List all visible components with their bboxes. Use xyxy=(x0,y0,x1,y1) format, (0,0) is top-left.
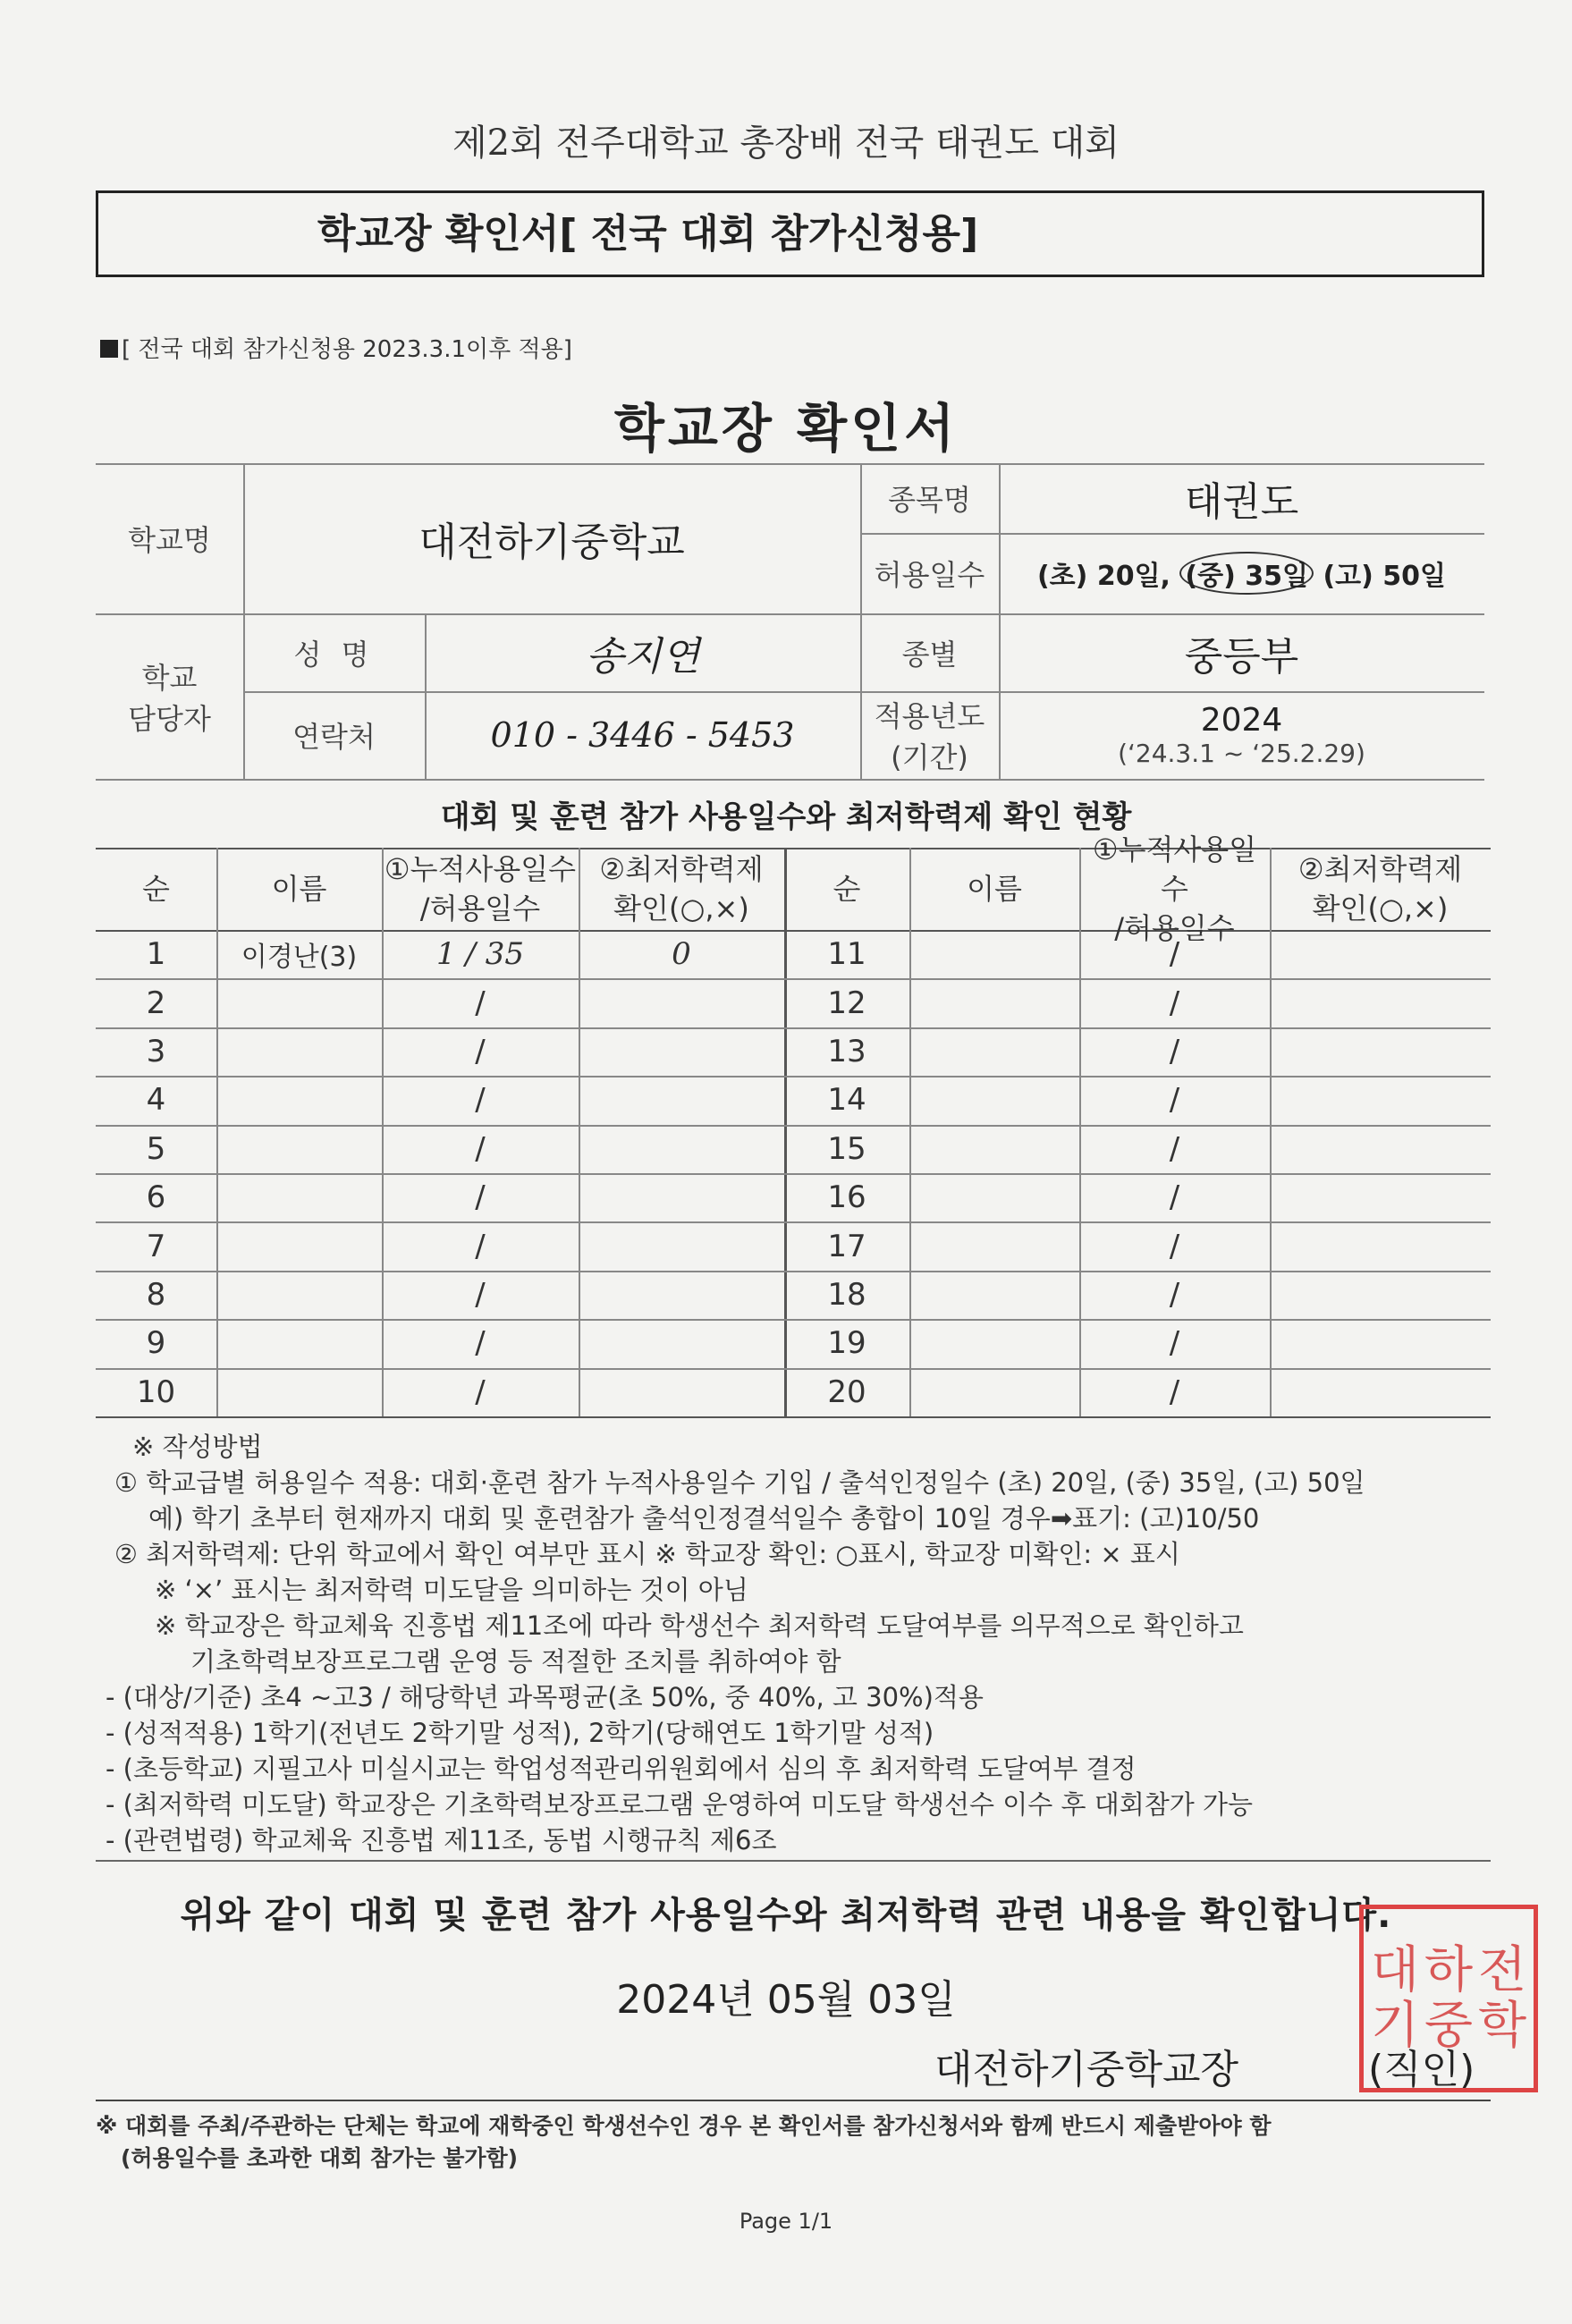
guide-line-7: - (대상/기준) 초4 ~고3 / 해당학년 과목평균(초 50%, 중 40%, 고 30%)적용 xyxy=(106,1682,984,1712)
guide-line-10: - (최저학력 미도달) 학교장은 기초학력보장프로그램 운영하여 미도달 학생선수 이수 후 대회참가 가능 xyxy=(106,1789,1254,1820)
seal-glyph: 기 xyxy=(1370,1997,1420,2055)
seal-glyph: 대 xyxy=(1370,1941,1420,1999)
row-number: 3 xyxy=(146,1033,166,1069)
header-check-right xyxy=(1270,848,1491,930)
participants-table xyxy=(96,832,1491,1418)
year-label-line1: 적용년도 xyxy=(874,699,985,733)
days-cell: / xyxy=(475,985,486,1021)
days-cell: / xyxy=(1169,1325,1180,1362)
row-number: 10 xyxy=(136,1373,176,1410)
row-number: 5 xyxy=(146,1130,166,1167)
row-number: 13 xyxy=(827,1033,866,1069)
days-cell: / xyxy=(1169,1033,1180,1069)
table-subtitle: 대회 및 훈련 참가 사용일수와 최저학력제 확인 현황 xyxy=(440,799,1132,835)
guide-line-1: ① 학교급별 허용일수 적용: 대회·훈련 참가 누적사용일수 기입 / 출석인정일수 (초) 20일, (중) 35일, (고) 50일 xyxy=(114,1467,1365,1498)
days-cell: / xyxy=(1169,1276,1180,1313)
form-title-box: 학교장 확인서[ 전국 대회 참가신청용] xyxy=(96,190,1484,277)
seal-label: (직인) xyxy=(1368,2047,1475,2092)
row-number: 7 xyxy=(146,1228,166,1264)
school-info-grid xyxy=(96,463,1484,781)
days-cell: / xyxy=(1169,1082,1180,1119)
contact-handwritten: 010 - 3446 - 5453 xyxy=(490,715,795,755)
days-cell: / xyxy=(475,1082,486,1119)
year-label xyxy=(860,691,999,779)
row-number: 19 xyxy=(827,1325,866,1362)
header-days-line1: ①누적사용일수 xyxy=(384,852,577,886)
guide-line-9: - (초등학교) 지필고사 미실시교는 학업성적관리위원회에서 심의 후 최저학력 도달여부 결정 xyxy=(106,1754,1137,1784)
manager-label-line2: 담당자 xyxy=(128,701,211,736)
row-number: 4 xyxy=(146,1082,166,1119)
check-cell-handwritten: 0 xyxy=(672,936,691,973)
row-number: 16 xyxy=(827,1179,866,1216)
row-number: 18 xyxy=(827,1276,866,1313)
days-cell: / xyxy=(1169,1228,1180,1264)
confirmation-statement: 위와 같이 대회 및 훈련 참가 사용일수와 최저학력 관련 내용을 확인합니다. xyxy=(180,1895,1392,1936)
name-label: 성 명 xyxy=(293,637,375,672)
days-cell: / xyxy=(475,1179,486,1216)
seal-glyph: 중 xyxy=(1424,1997,1474,2055)
header-check-line1: ②최저학력제 xyxy=(1297,852,1463,886)
manager-label-line1: 학교 xyxy=(141,660,198,695)
row-number: 12 xyxy=(827,985,866,1021)
sport-value: 태권도 xyxy=(1184,479,1299,525)
notice-line xyxy=(100,331,572,364)
header-check-line2: 확인(○,×) xyxy=(613,892,749,925)
allowed-days-value xyxy=(999,533,1484,613)
row-number: 11 xyxy=(827,936,866,973)
school-name-value: 대전하기중학교 xyxy=(418,520,685,565)
seal-glyph: 하 xyxy=(1424,1941,1474,1999)
seal-glyph: 전 xyxy=(1477,1941,1527,1999)
category-value: 중등부 xyxy=(1184,633,1299,680)
principal-signer: 대전하기중학교장 xyxy=(934,2047,1239,2092)
issue-date: 2024년 05월 03일 xyxy=(616,1977,956,2023)
year-label-line2: (기간) xyxy=(891,740,968,774)
footer-note xyxy=(96,2100,1491,2175)
school-name-label: 학교명 xyxy=(128,523,211,557)
days-cell: / xyxy=(475,1033,486,1069)
row-number: 14 xyxy=(827,1082,866,1119)
page-title: 학교장 확인서 xyxy=(613,398,959,459)
header-no-left: 순 xyxy=(142,872,170,906)
days-cell: / xyxy=(1169,1373,1180,1410)
header-name-left: 이름 xyxy=(271,872,327,906)
row-number: 8 xyxy=(146,1276,166,1313)
row-number: 20 xyxy=(827,1373,866,1410)
guide-line-6: 기초학력보장프로그램 운영 등 적절한 조치를 취하여야 함 xyxy=(190,1646,841,1677)
row-number: 2 xyxy=(146,985,166,1021)
divider xyxy=(96,1860,1491,1862)
footer-line-2: (허용일수를 초과한 대회 참가는 불가함) xyxy=(121,2145,519,2171)
manager-label xyxy=(96,613,243,779)
days-cell: / xyxy=(1169,1179,1180,1216)
days-middle-circled: (중) 35일 xyxy=(1179,552,1314,595)
days-cell: / xyxy=(475,1373,486,1410)
days-cell-handwritten: 1 / 35 xyxy=(436,936,524,973)
days-cell: / xyxy=(475,1276,486,1313)
row-number: 9 xyxy=(146,1325,166,1362)
writing-guide xyxy=(106,1429,1492,1858)
header-days-line1: ①누적사용일수 xyxy=(1092,832,1257,906)
guide-line-5: ※ 학교장은 학교체육 진흥법 제11조에 따라 학생선수 최저학력 도달여부를 의무적으로 확인하고 xyxy=(155,1610,1244,1641)
guide-line-11: - (관련법령) 학교체육 진흥법 제11조, 동법 시행규칙 제6조 xyxy=(106,1825,777,1855)
category-label: 종별 xyxy=(901,637,958,672)
allowed-days-label: 허용일수 xyxy=(874,558,985,592)
days-cell: / xyxy=(475,1325,486,1362)
square-bullet-icon xyxy=(100,340,118,358)
row-number: 6 xyxy=(146,1179,166,1216)
header-check-line2: 확인(○,×) xyxy=(1312,892,1449,925)
event-title: 제2회 전주대학교 총장배 전국 태권도 대회 xyxy=(452,123,1120,164)
header-check-left xyxy=(579,848,784,930)
days-cell: / xyxy=(475,1228,486,1264)
row-number: 15 xyxy=(827,1130,866,1167)
guide-line-2: 예) 학기 초부터 현재까지 대회 및 훈련참가 출석인정결석일수 총합이 10일 경우➡표기: (고)10/50 xyxy=(148,1503,1260,1534)
header-days-right xyxy=(1079,832,1270,945)
manager-name-handwritten: 송지연 xyxy=(586,633,700,680)
days-cell: / xyxy=(475,1130,486,1167)
header-days-line2: /허용일수 xyxy=(1114,911,1235,945)
year-number: 2024 xyxy=(1200,702,1283,739)
header-check-line1: ②최저학력제 xyxy=(599,852,764,886)
guide-line-8: - (성적적용) 1학기(전년도 2학기말 성적), 2학기(당해연도 1학기말 성적) xyxy=(106,1718,934,1748)
participant-name: 이경난(3) xyxy=(241,942,358,974)
year-period: (‘24.3.1 ~ ‘25.2.29) xyxy=(1118,739,1365,768)
sport-label: 종목명 xyxy=(888,483,971,517)
seal-glyph: 학 xyxy=(1477,1997,1527,2055)
days-cell: / xyxy=(1169,936,1180,973)
days-cell: / xyxy=(1169,985,1180,1021)
header-days-left xyxy=(382,848,579,930)
year-value xyxy=(999,691,1484,779)
days-elementary: (초) 20일, xyxy=(1036,561,1171,592)
contact-label: 연락처 xyxy=(292,720,376,754)
footer-line-1: ※ 대회를 주최/주관하는 단체는 학교에 재학중인 학생선수인 경우 본 확인서를 참가신청서와 함께 반드시 제출받아야 함 xyxy=(96,2113,1272,2139)
guide-heading: ※ 작성방법 xyxy=(132,1432,263,1462)
row-number: 1 xyxy=(146,936,166,973)
header-name-right: 이름 xyxy=(967,872,1022,906)
header-no-right: 순 xyxy=(832,872,861,906)
days-cell: / xyxy=(1169,1130,1180,1167)
row-number: 17 xyxy=(827,1228,866,1264)
header-days-line2: /허용일수 xyxy=(419,892,541,925)
guide-line-4: ※ ‘×’ 표시는 최저학력 미도달을 의미하는 것이 아님 xyxy=(155,1575,748,1605)
guide-line-3: ② 최저학력제: 단위 학교에서 확인 여부만 표시 ※ 학교장 확인: ○표시, 학교장 미확인: × 표시 xyxy=(114,1539,1180,1569)
days-high: (고) 50일 xyxy=(1323,561,1447,592)
page-number: Page 1/1 xyxy=(739,2209,833,2234)
notice-text: [ 전국 대회 참가신청용 2023.3.1이후 적용] xyxy=(122,336,572,363)
